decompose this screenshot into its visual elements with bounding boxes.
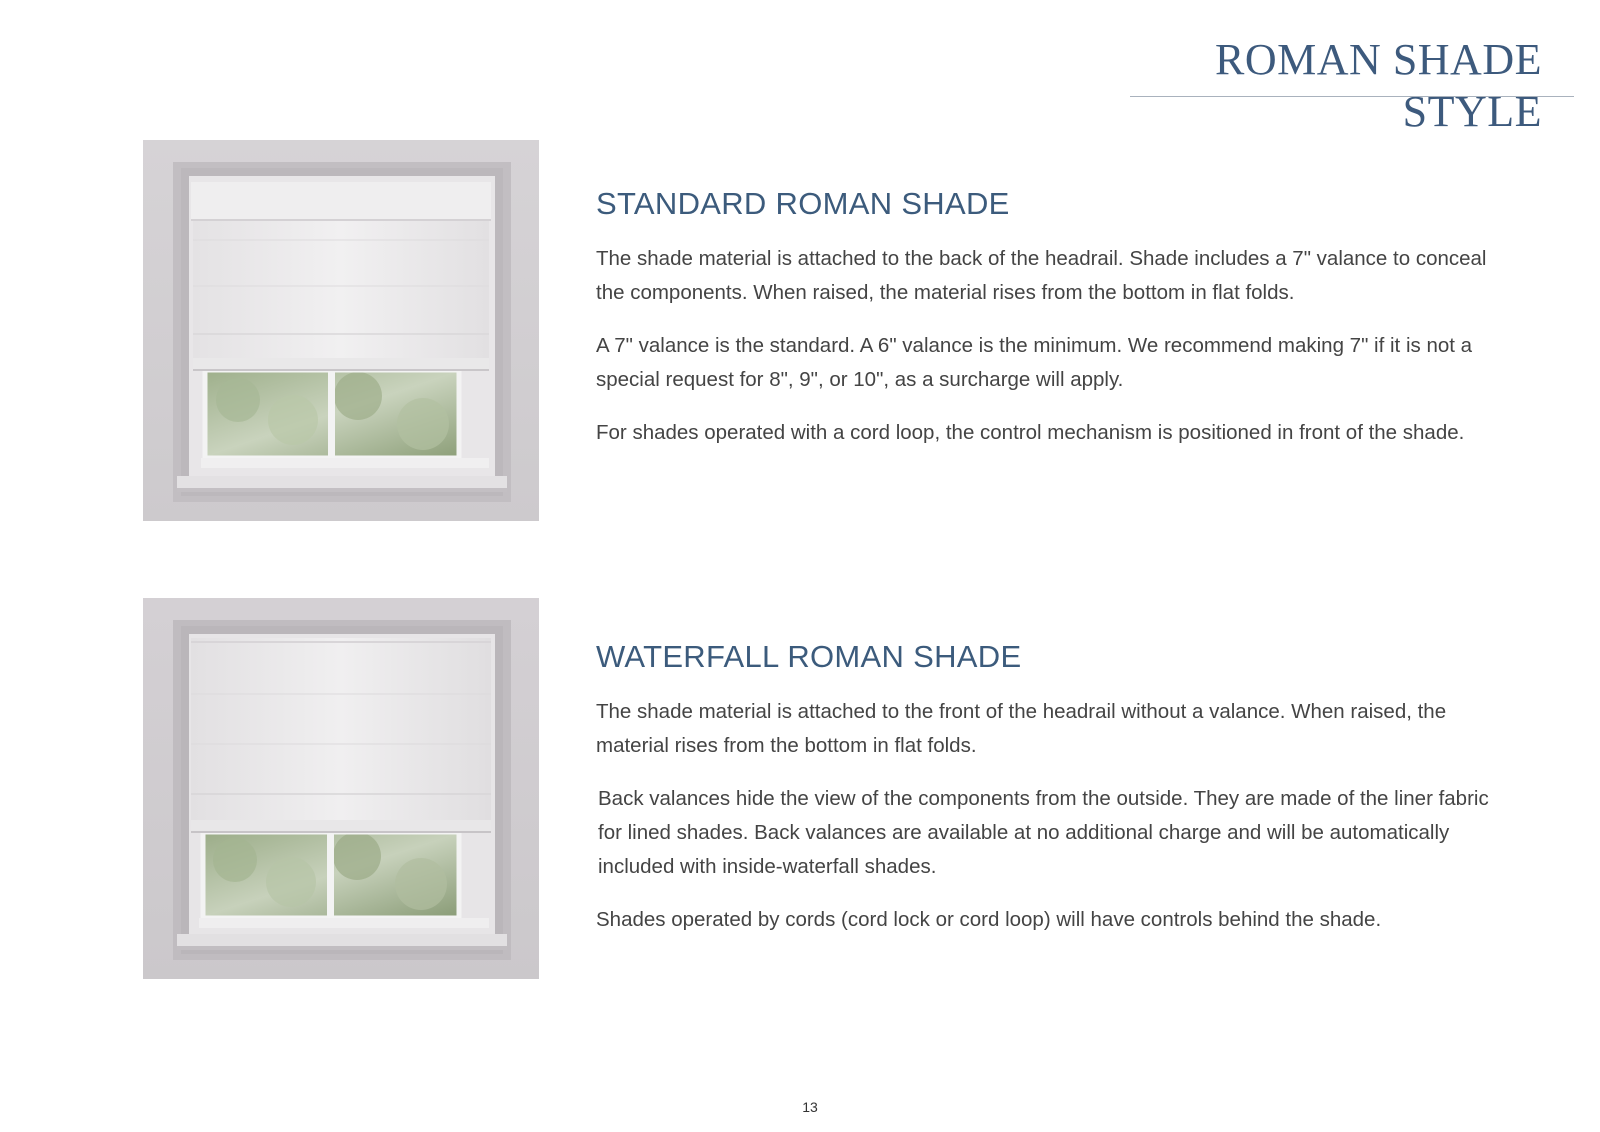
- page-number: 13: [802, 1099, 818, 1115]
- section-heading: WATERFALL ROMAN SHADE: [596, 639, 1022, 674]
- paragraph: The shade material is attached to the front of the headrail without a valance. When raised, the material rises from the bottom in flat folds.: [596, 700, 1447, 757]
- paragraph: Back valances hide the view of the components from the outside. They are made of the liner fabric for lined shades. Back valances are available at no additional charge and will be automatically included with inside-waterfall shades.: [598, 787, 1489, 878]
- standard-roman-shade-section: [596, 184, 1496, 469]
- paragraph: A 7" valance is the standard. A 6" valance is the minimum. We recommend making 7" if it is not a special request for 8", 9", or 10", as a surcharge will apply.: [596, 334, 1473, 391]
- paragraph: The shade material is attached to the back of the headrail. Shade includes a 7" valance to conceal the components. When raised, the material rises from the bottom in flat folds.: [596, 247, 1487, 304]
- waterfall-roman-shade-photo: [143, 598, 539, 979]
- page-title: ROMAN SHADE STYLE: [1215, 35, 1542, 136]
- standard-roman-shade-photo: [143, 140, 539, 521]
- paragraph: For shades operated with a cord loop, the control mechanism is positioned in front of the shade.: [596, 421, 1465, 444]
- paragraph: Shades operated by cords (cord lock or cord loop) will have controls behind the shade.: [596, 908, 1382, 931]
- section-heading: STANDARD ROMAN SHADE: [596, 186, 1010, 221]
- header-divider: [1130, 96, 1574, 97]
- page-header: [1097, 34, 1542, 138]
- waterfall-roman-shade-section: [596, 637, 1496, 956]
